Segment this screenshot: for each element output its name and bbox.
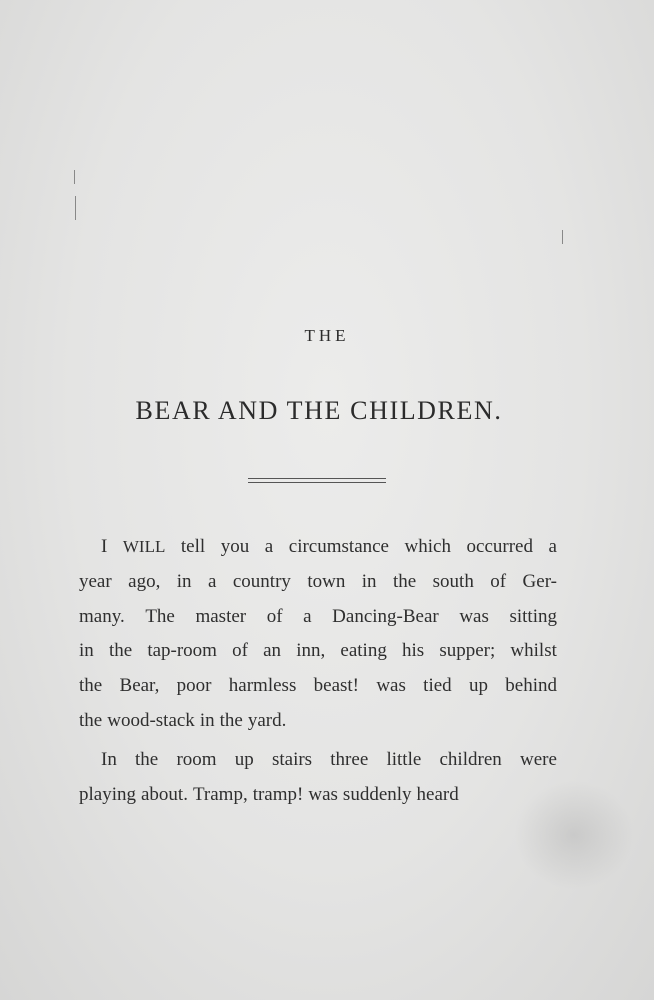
word: Dancing-Bear [332,605,439,627]
chapter-title: BEAR AND THE CHILDREN. [135,396,503,425]
word: a [303,605,312,627]
word: In [101,748,117,770]
word: up [468,675,488,697]
word: sitting [509,605,557,627]
word: poor [176,675,212,697]
word: the [79,709,103,731]
word: circumstance [288,536,389,557]
word: tell [180,536,206,557]
word: yard. [247,709,287,731]
title-rule [248,478,386,486]
word: tramp! [252,783,304,805]
word: in [79,640,94,662]
word: tap-room [147,640,217,662]
word: a [264,536,274,557]
word: year [79,570,112,592]
text-line [79,634,557,669]
word: WILL [122,537,166,556]
word: stairs [271,748,313,770]
word: in [199,709,215,731]
rule-line [248,482,386,483]
word: was [459,605,489,627]
word: up [234,748,254,770]
margin-mark [74,170,75,184]
word: whilst [510,640,557,662]
word: ago, [128,570,161,592]
word: the [79,675,103,697]
word: occurred [466,536,533,557]
text-line [79,565,557,600]
word: supper; [439,640,496,662]
word: were [519,748,557,770]
text-line [79,704,557,739]
margin-mark [75,196,76,220]
word: which [404,536,451,557]
word: many. [79,605,125,627]
heading-the: THE [304,326,350,345]
word: south [432,570,474,592]
word: in [361,570,377,592]
word: country [232,570,291,592]
word: was [376,675,406,697]
word: suddenly [342,783,412,805]
word: the [108,640,133,662]
word: Ger- [522,570,557,592]
rule-line [248,478,386,479]
word: town [307,570,346,592]
text-line [79,530,557,565]
text-line [79,600,557,635]
word: Bear, [119,675,160,697]
word: the [219,709,243,731]
word: a [207,570,217,592]
word: harmless [228,675,297,697]
word: Tramp, [192,783,248,805]
story-text [79,530,557,812]
word: a [548,536,557,557]
word: the [393,570,417,592]
word: his [401,640,425,662]
word: of [490,570,507,592]
word: I [101,536,108,557]
word: tied [423,675,452,697]
word: beast! [313,675,360,697]
word: heard [416,783,459,805]
word: of [266,605,283,627]
margin-mark [562,230,563,244]
text-line [79,743,557,778]
word: playing [79,783,136,805]
word: children [439,748,502,770]
word: behind [505,675,557,697]
text-line [79,669,557,704]
word: about. [141,783,188,805]
word: wood-stack [107,709,195,731]
word: The [145,605,175,627]
word: in [176,570,192,592]
word: of [232,640,248,662]
word: an [263,640,282,662]
word: inn, [296,640,326,662]
word: eating [340,640,387,662]
word: little [386,748,422,770]
word: the [135,748,159,770]
word: three [330,748,369,770]
text-line [79,778,557,813]
word: room [176,748,217,770]
word: you [220,536,250,557]
word: master [195,605,247,627]
word: was [308,783,338,805]
